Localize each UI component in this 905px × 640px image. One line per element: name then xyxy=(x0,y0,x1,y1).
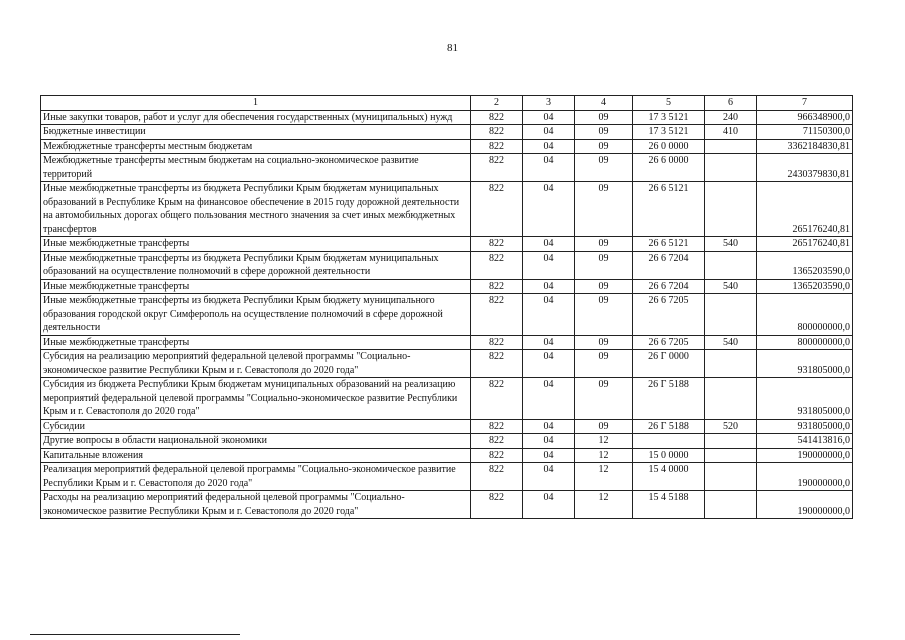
row-name-cell: Иные межбюджетные трансферты из бюджета Республики Крым бюджетам муниципальных образований на осуществление полномочий в сфере дорожной деятельности xyxy=(41,251,471,279)
table-header-row xyxy=(41,96,853,111)
row-amount-cell: 931805000,0 xyxy=(757,419,853,434)
row-expense-type-cell: 540 xyxy=(705,335,757,350)
row-name-cell: Иные межбюджетные трансферты из бюджета Республики Крым бюджету муниципального образования городской округ Симферополь на осуществление полномочий в сфере дорожной деятельности xyxy=(41,294,471,336)
header-cell: 7 xyxy=(757,96,853,111)
row-expense-type-cell: 540 xyxy=(705,279,757,294)
row-amount-cell: 3362184830,81 xyxy=(757,139,853,154)
row-target-article-cell xyxy=(633,434,705,449)
row-name-cell: Субсидия из бюджета Республики Крым бюджетам муниципальных образований на реализацию мероприятий федеральной целевой программы "Социально-экономическое развитие Республики Крым и г. Севастополя до 2020 года" xyxy=(41,378,471,420)
row-name-cell: Иные межбюджетные трансферты xyxy=(41,237,471,252)
row-name-cell: Иные межбюджетные трансферты xyxy=(41,335,471,350)
row-section-cell: 04 xyxy=(523,139,575,154)
row-subsection-cell: 09 xyxy=(575,139,633,154)
table-row xyxy=(41,335,853,350)
row-section-cell: 04 xyxy=(523,110,575,125)
row-expense-type-cell xyxy=(705,434,757,449)
row-subsection-cell: 09 xyxy=(575,350,633,378)
table-row xyxy=(41,350,853,378)
table-row xyxy=(41,294,853,336)
row-code-cell: 822 xyxy=(471,110,523,125)
footnote-rule xyxy=(30,634,240,635)
row-name-cell: Капитальные вложения xyxy=(41,448,471,463)
row-name-cell: Субсидии xyxy=(41,419,471,434)
row-target-article-cell: 17 3 5121 xyxy=(633,125,705,140)
row-code-cell: 822 xyxy=(471,139,523,154)
row-code-cell: 822 xyxy=(471,154,523,182)
row-target-article-cell: 26 6 7204 xyxy=(633,279,705,294)
row-target-article-cell: 26 6 5121 xyxy=(633,182,705,237)
row-code-cell: 822 xyxy=(471,125,523,140)
table-row xyxy=(41,182,853,237)
row-expense-type-cell: 240 xyxy=(705,110,757,125)
row-amount-cell: 1365203590,0 xyxy=(757,279,853,294)
row-section-cell: 04 xyxy=(523,251,575,279)
row-amount-cell: 931805000,0 xyxy=(757,350,853,378)
row-amount-cell: 931805000,0 xyxy=(757,378,853,420)
row-code-cell: 822 xyxy=(471,491,523,519)
table-row xyxy=(41,139,853,154)
row-section-cell: 04 xyxy=(523,335,575,350)
row-code-cell: 822 xyxy=(471,335,523,350)
row-amount-cell: 2430379830,81 xyxy=(757,154,853,182)
table-row xyxy=(41,237,853,252)
row-amount-cell: 190000000,0 xyxy=(757,448,853,463)
row-code-cell: 822 xyxy=(471,463,523,491)
row-section-cell: 04 xyxy=(523,448,575,463)
row-section-cell: 04 xyxy=(523,182,575,237)
row-code-cell: 822 xyxy=(471,378,523,420)
table-row xyxy=(41,491,853,519)
row-subsection-cell: 09 xyxy=(575,378,633,420)
row-section-cell: 04 xyxy=(523,237,575,252)
row-code-cell: 822 xyxy=(471,251,523,279)
row-code-cell: 822 xyxy=(471,294,523,336)
row-target-article-cell: 26 0 0000 xyxy=(633,139,705,154)
row-section-cell: 04 xyxy=(523,378,575,420)
row-target-article-cell: 15 4 5188 xyxy=(633,491,705,519)
row-name-cell: Межбюджетные трансферты местным бюджетам xyxy=(41,139,471,154)
table-row xyxy=(41,154,853,182)
row-subsection-cell: 09 xyxy=(575,237,633,252)
row-name-cell: Субсидия на реализацию мероприятий федеральной целевой программы "Социально-экономическое развитие Республики Крым и г. Севастополя до 2020 года" xyxy=(41,350,471,378)
row-section-cell: 04 xyxy=(523,491,575,519)
header-cell: 4 xyxy=(575,96,633,111)
row-section-cell: 04 xyxy=(523,154,575,182)
row-section-cell: 04 xyxy=(523,125,575,140)
row-target-article-cell: 26 6 7205 xyxy=(633,335,705,350)
budget-table xyxy=(40,95,853,519)
row-section-cell: 04 xyxy=(523,463,575,491)
row-target-article-cell: 26 Г 0000 xyxy=(633,350,705,378)
row-name-cell: Расходы на реализацию мероприятий федеральной целевой программы "Социально-экономическое развитие Республики Крым и г. Севастополя до 2020 года" xyxy=(41,491,471,519)
row-amount-cell: 800000000,0 xyxy=(757,294,853,336)
row-section-cell: 04 xyxy=(523,419,575,434)
row-target-article-cell: 15 4 0000 xyxy=(633,463,705,491)
row-expense-type-cell xyxy=(705,491,757,519)
row-target-article-cell: 26 6 7205 xyxy=(633,294,705,336)
table-row xyxy=(41,279,853,294)
row-amount-cell: 265176240,81 xyxy=(757,237,853,252)
row-code-cell: 822 xyxy=(471,237,523,252)
row-amount-cell: 541413816,0 xyxy=(757,434,853,449)
row-subsection-cell: 09 xyxy=(575,154,633,182)
row-expense-type-cell xyxy=(705,154,757,182)
row-name-cell: Иные межбюджетные трансферты из бюджета Республики Крым бюджетам муниципальных образований в Республике Крым на финансовое обеспечение в 2015 году дорожной деятельности на автомобильных дорогах общего пользования местного значения за счет иных межбюджетных трансфертов xyxy=(41,182,471,237)
row-amount-cell: 190000000,0 xyxy=(757,491,853,519)
row-expense-type-cell: 540 xyxy=(705,237,757,252)
row-expense-type-cell xyxy=(705,182,757,237)
row-subsection-cell: 09 xyxy=(575,419,633,434)
table-row xyxy=(41,125,853,140)
table-row xyxy=(41,434,853,449)
row-expense-type-cell xyxy=(705,463,757,491)
row-amount-cell: 1365203590,0 xyxy=(757,251,853,279)
row-subsection-cell: 12 xyxy=(575,491,633,519)
row-section-cell: 04 xyxy=(523,279,575,294)
row-target-article-cell: 26 6 0000 xyxy=(633,154,705,182)
header-cell: 6 xyxy=(705,96,757,111)
table-row xyxy=(41,419,853,434)
row-code-cell: 822 xyxy=(471,448,523,463)
header-cell: 5 xyxy=(633,96,705,111)
row-section-cell: 04 xyxy=(523,294,575,336)
table-row xyxy=(41,251,853,279)
row-expense-type-cell xyxy=(705,448,757,463)
header-cell: 3 xyxy=(523,96,575,111)
row-target-article-cell: 15 0 0000 xyxy=(633,448,705,463)
row-name-cell: Реализация мероприятий федеральной целевой программы "Социально-экономическое развитие Республики Крым и г. Севастополя до 2020 года" xyxy=(41,463,471,491)
row-target-article-cell: 26 Г 5188 xyxy=(633,378,705,420)
row-amount-cell: 966348900,0 xyxy=(757,110,853,125)
row-amount-cell: 190000000,0 xyxy=(757,463,853,491)
row-code-cell: 822 xyxy=(471,279,523,294)
row-target-article-cell: 17 3 5121 xyxy=(633,110,705,125)
table-row xyxy=(41,378,853,420)
row-subsection-cell: 12 xyxy=(575,448,633,463)
row-section-cell: 04 xyxy=(523,434,575,449)
row-code-cell: 822 xyxy=(471,182,523,237)
row-subsection-cell: 09 xyxy=(575,279,633,294)
row-expense-type-cell xyxy=(705,139,757,154)
row-amount-cell: 800000000,0 xyxy=(757,335,853,350)
row-subsection-cell: 09 xyxy=(575,110,633,125)
row-expense-type-cell xyxy=(705,378,757,420)
row-amount-cell: 71150300,0 xyxy=(757,125,853,140)
row-subsection-cell: 09 xyxy=(575,125,633,140)
row-subsection-cell: 09 xyxy=(575,251,633,279)
row-target-article-cell: 26 6 5121 xyxy=(633,237,705,252)
page-number: 81 xyxy=(447,42,458,54)
row-code-cell: 822 xyxy=(471,434,523,449)
row-subsection-cell: 12 xyxy=(575,463,633,491)
row-expense-type-cell: 410 xyxy=(705,125,757,140)
row-expense-type-cell xyxy=(705,350,757,378)
row-subsection-cell: 09 xyxy=(575,335,633,350)
row-subsection-cell: 09 xyxy=(575,182,633,237)
row-subsection-cell: 09 xyxy=(575,294,633,336)
table-row xyxy=(41,448,853,463)
row-name-cell: Межбюджетные трансферты местным бюджетам на социально-экономическое развитие территорий xyxy=(41,154,471,182)
row-amount-cell: 265176240,81 xyxy=(757,182,853,237)
header-cell: 1 xyxy=(41,96,471,111)
header-cell: 2 xyxy=(471,96,523,111)
table-row xyxy=(41,463,853,491)
row-name-cell: Бюджетные инвестиции xyxy=(41,125,471,140)
row-target-article-cell: 26 Г 5188 xyxy=(633,419,705,434)
row-section-cell: 04 xyxy=(523,350,575,378)
row-subsection-cell: 12 xyxy=(575,434,633,449)
row-code-cell: 822 xyxy=(471,350,523,378)
row-expense-type-cell xyxy=(705,251,757,279)
table-row xyxy=(41,110,853,125)
row-name-cell: Иные межбюджетные трансферты xyxy=(41,279,471,294)
row-code-cell: 822 xyxy=(471,419,523,434)
row-expense-type-cell: 520 xyxy=(705,419,757,434)
row-expense-type-cell xyxy=(705,294,757,336)
row-target-article-cell: 26 6 7204 xyxy=(633,251,705,279)
row-name-cell: Другие вопросы в области национальной экономики xyxy=(41,434,471,449)
row-name-cell: Иные закупки товаров, работ и услуг для обеспечения государственных (муниципальных) нужд xyxy=(41,110,471,125)
